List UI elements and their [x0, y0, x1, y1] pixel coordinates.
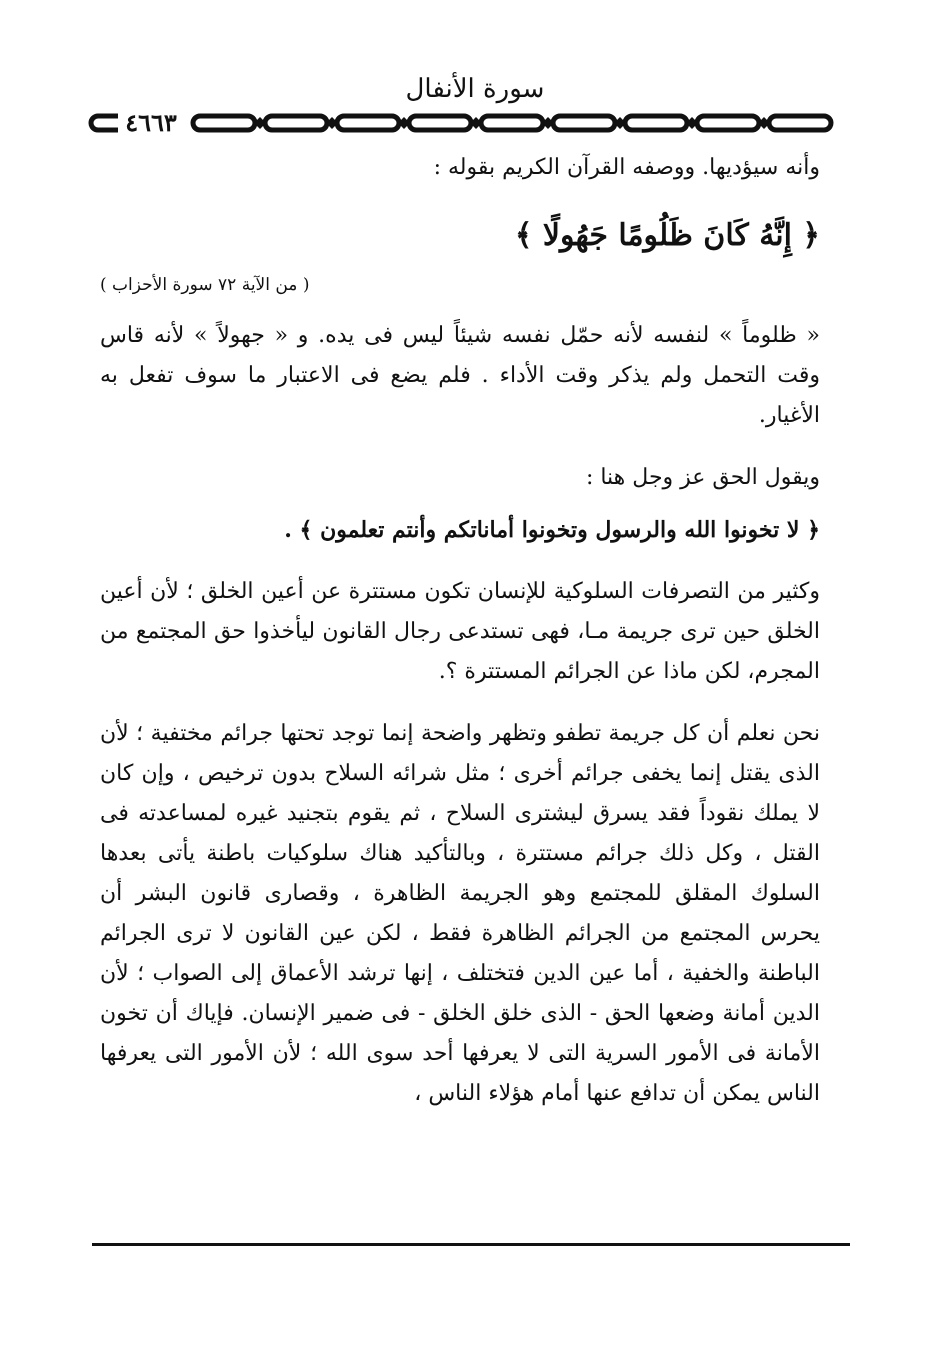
- verse-citation: ( من الآية ٧٢ سورة الأحزاب ): [100, 275, 310, 295]
- intro-line: وأنه سيؤديها. ووصفه القرآن الكريم بقوله :: [433, 155, 820, 180]
- paragraph-2: ويقول الحق عز وجل هنا :: [585, 465, 820, 490]
- page-body: [100, 148, 820, 1136]
- paragraph-1: « ظلوماً » لنفسه لأنه حمّل نفسه شيئاً ليس فى يده. و « جهولاً » لأنه قاس وقت التحمل ولم يذكر وقت الأداء . فلم يضع فى الاعتبار ما سوف تفعل به الأغيار.: [100, 323, 820, 428]
- ornamental-border: [85, 108, 845, 138]
- quoted-verse: ﴿ لا تخونوا الله والرسول وتخونوا أماناتكم وأنتم تعلمون ﴾ .: [284, 517, 820, 543]
- footer-rule: [92, 1243, 850, 1246]
- page-number: ٤٦٦٣: [118, 106, 184, 140]
- quran-verse: ﴿ إِنَّهُ كَانَ ظَلُومًا جَهُولًا ﴾: [514, 218, 820, 253]
- paragraph-3: وكثير من التصرفات السلوكية للإنسان تكون مستترة عن أعين الخلق ؛ لأن أعين الخلق حين ترى جريمة مـا، فهى تستدعى رجال القانون ليأخذوا حق المجتمع من المجرم، لكن ماذا عن الجرائم المستترة ؟.: [100, 579, 820, 684]
- paragraph-4: نحن نعلم أن كل جريمة تطفو وتظهر واضحة إنما توجد تحتها جرائم مختفية ؛ لأن الذى يقتل إنما يخفى جرائم أخرى ؛ مثل شرائه السلاح بدون ترخيص ، وإن كان لا يملك نقوداً فقد يسرق ليشترى السلاح ، ثم يقوم بتجنيد غيره لمساعدته فى القتل ، وكل ذلك جرائم مستترة ، وبالتأكيد هناك سلوكيات باطنة يأتى بعدها السلوك المقلق للمجتمع وهو الجريمة الظاهرة ، وقصارى قانون البشر أن يحرس المجتمع من الجرائم الظاهرة فقط ، لكن عين القانون لا ترى الجرائم الباطنة والخفية ، أما عين الدين فتختلف ، إنها ترشد الأعماق إلى الصواب ؛ لأن الدين أمانة وضعها الحق - الذى خلق الخلق - فى ضمير الإنسان. فإياك أن تخون الأمانة فى الأمور السرية التى لا يعرفها أحد سوى الله ؛ لأن الأمور التى يعرفها الناس يمكن أن تدافع عنها أمام هؤلاء الناس ،: [100, 721, 820, 1106]
- surah-title: سورة الأنفال: [405, 74, 545, 104]
